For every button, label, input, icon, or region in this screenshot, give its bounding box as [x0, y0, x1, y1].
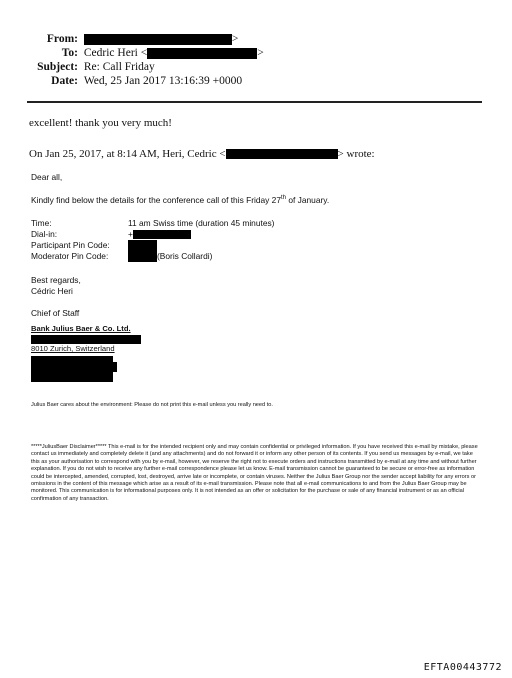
detail-key: Time: — [31, 218, 52, 228]
document-id: EFTA00443772 — [423, 662, 502, 673]
redaction-block — [84, 34, 232, 45]
closing: Best regards, — [31, 275, 81, 285]
subject-value: Re: Call Friday — [83, 61, 155, 73]
from-label: From: — [46, 33, 78, 45]
to-value: Cedric Heri < — [83, 47, 148, 59]
intro-line — [31, 193, 329, 206]
intro-sup: th — [281, 195, 287, 201]
redaction-block — [147, 48, 257, 59]
detail-value — [128, 240, 157, 251]
quote-suffix: > wrote: — [337, 148, 375, 160]
reply-text: excellent! thank you very much! — [29, 117, 172, 129]
detail-value: 11 am Swiss time (duration 45 minutes) — [128, 218, 275, 228]
redaction-block — [113, 362, 117, 372]
detail-key: Moderator Pin Code: — [31, 251, 109, 261]
date-value: Wed, 25 Jan 2017 13:16:39 +0000 — [83, 75, 243, 87]
redaction-block — [226, 149, 338, 159]
to-label: To: — [61, 47, 78, 59]
detail-value: + — [128, 229, 191, 239]
header-date — [0, 74, 512, 88]
sender-role: Chief of Staff — [31, 308, 80, 318]
greeting: Dear all, — [31, 172, 63, 182]
redaction-block — [128, 251, 157, 262]
company-city: 8010 Zurich, Switzerland — [31, 344, 115, 353]
sender-name: Cédric Heri — [31, 286, 73, 296]
disclaimer-text: *****JuliusBaer Disclaimer***** This e-mail is for the intended recipient only and may contain confidential or privileged information. If you have received this e-mail by mistake, please contact us immediately and completely delete it (and any attachments) and do not forward it or inform any other person of its contents. If you send us messages by e-mail, we take this as your authorisation to correspond with you by e-mail, however, we reserve the right not to execute orders and instructions transmitted by e-mail at any time and without further explanation. If you do not wish to receive any further e-mail correspondence please let us know. E-mail transmission cannot be guaranteed to be secure or error-free as information could be intercepted, amended, corrupted, lost, destroyed, arrive late or incomplete, or contain viruses. Neither the Julius Baer Group nor the sender accept liability for any errors or omissions in the content of this message which arise as a result of its e-mail transmission. Please note that all e-mail communications to and from the Julius Baer Group may be monitored. This communication is for informational purposes only. It is not intended as an offer or solicitation for the purchase or sale of any financial instrument or as an official confirmation of any transaction. — [31, 444, 478, 502]
from-suffix: > — [231, 33, 239, 45]
to-suffix: > — [257, 47, 264, 59]
date-label: Date: — [51, 75, 78, 87]
company-name: Bank Julius Baer & Co. Ltd. — [31, 324, 131, 333]
subject-label: Subject: — [37, 61, 78, 73]
header-from — [0, 32, 512, 46]
detail-value: (Boris Collardi) — [128, 251, 212, 262]
intro-before: Kindly find below the details for the conference call of this Friday 27 — [31, 194, 281, 205]
quote-attribution — [29, 148, 375, 160]
quote-prefix: On Jan 25, 2017, at 8:14 AM, Heri, Cedric < — [29, 148, 226, 160]
redaction-block — [128, 240, 157, 251]
header-to — [0, 46, 512, 60]
header-divider — [27, 101, 482, 103]
redaction-block — [31, 356, 113, 382]
detail-key: Dial-in: — [31, 229, 58, 239]
detail-key: Participant Pin Code: — [31, 240, 110, 250]
environment-note: Julius Baer cares about the environment: Please do not print this e-mail unless you really need to. — [31, 402, 273, 408]
intro-after: of January. — [286, 194, 330, 205]
redaction-block — [133, 230, 191, 239]
header-subject — [0, 60, 512, 74]
redaction-block — [31, 335, 141, 344]
